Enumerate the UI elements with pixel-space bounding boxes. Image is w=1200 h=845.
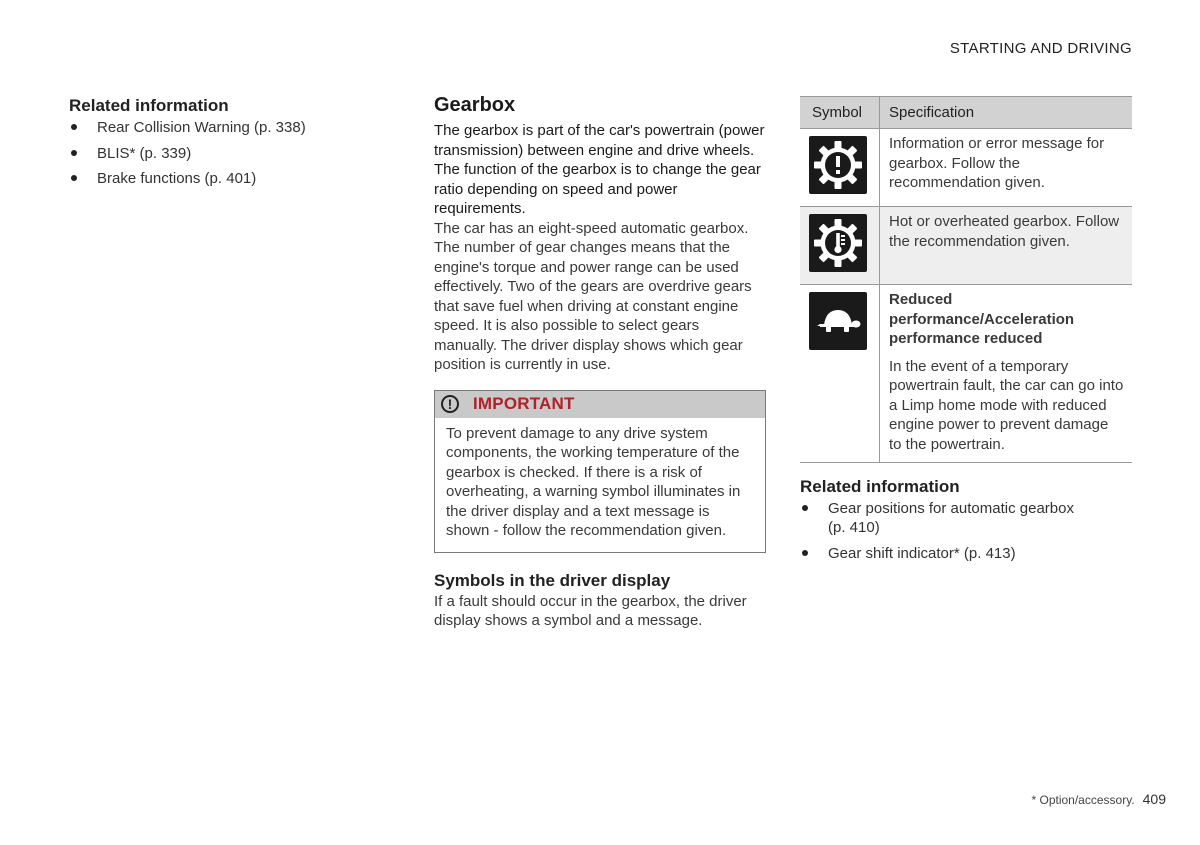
important-text: To prevent damage to any drive system components, the working temperature of the gearbox is checked. If there is a risk of overheating, a warning symbol illuminates in the driver display and a text message is shown - follow the recommendation given. [446, 424, 741, 539]
symbol-cell [800, 129, 880, 207]
footnote: * Option/accessory. [1031, 793, 1135, 807]
important-label: IMPORTANT [473, 394, 575, 413]
gearbox-temperature-icon [809, 214, 867, 272]
spec-text: Hot or overheated gearbox. Follow the recommendation given. [889, 213, 1120, 250]
related-link-brake-functions[interactable]: Brake functions (p. 401) [69, 169, 369, 188]
table-header-row [800, 97, 1132, 129]
symbols-heading: Symbols in the driver display [434, 570, 671, 590]
gearbox-section [434, 93, 766, 631]
related-link-rear-collision[interactable]: Rear Collision Warning (p. 338) [69, 118, 369, 137]
important-box [434, 390, 766, 553]
symbols-paragraph: If a fault should occur in the gearbox, the driver display shows a symbol and a message. [434, 592, 747, 629]
symbol-cell [800, 285, 880, 463]
important-header [435, 391, 765, 418]
page-title: Gearbox [434, 94, 516, 116]
gearbox-warning-icon [809, 136, 867, 194]
related-info-heading: Related information [69, 96, 229, 115]
related-links-list [800, 499, 1132, 563]
header-symbol: Symbol [800, 97, 880, 129]
spec-text: In the event of a temporary powertrain fault, the car can go into a Limp home mode with reduced engine power to prevent damage to the powertrain. [889, 357, 1124, 453]
table-row [800, 207, 1132, 285]
spec-cell [880, 129, 1133, 207]
related-info-heading: Related information [800, 477, 960, 496]
section-header: STARTING AND DRIVING [949, 40, 1132, 57]
related-links-list [69, 118, 369, 188]
spec-cell [880, 207, 1133, 285]
body-paragraph: The car has an eight-speed automatic gearbox. The number of gear changes means that the engine's torque and power range can be used effectively. Two of the gears are overdrive gears that save fuel when driving at constant engine speed. It is also possible to select gears manually. The driver display shows which gear position is currently in use. [434, 219, 752, 373]
exclamation-icon: ! [441, 395, 459, 413]
turtle-limp-mode-icon [809, 292, 867, 350]
symbols-table [800, 96, 1132, 463]
symbols-column [800, 96, 1132, 569]
related-info-left [69, 95, 369, 195]
table-row [800, 129, 1132, 207]
header-specification: Specification [880, 97, 1133, 129]
related-link-blis[interactable]: BLIS* (p. 339) [69, 144, 369, 163]
spec-text: Information or error message for gearbox. Follow the recommendation given. [889, 135, 1105, 191]
spec-cell [880, 285, 1133, 463]
table-row [800, 285, 1132, 463]
page-footer [1031, 791, 1166, 807]
page-number: 409 [1142, 791, 1166, 807]
related-link-gear-positions[interactable]: Gear positions for automatic gearbox (p. 410) [800, 499, 1132, 537]
symbol-cell [800, 207, 880, 285]
related-link-gear-shift-indicator[interactable]: Gear shift indicator* (p. 413) [800, 544, 1132, 563]
intro-paragraph: The gearbox is part of the car's powertrain (power transmission) between engine and drive wheels. The function of the gearbox is to change the gear ratio depending on speed and power requirements. [434, 122, 765, 217]
spec-title: Reduced performance/Acceleration performance reduced [889, 291, 1075, 347]
